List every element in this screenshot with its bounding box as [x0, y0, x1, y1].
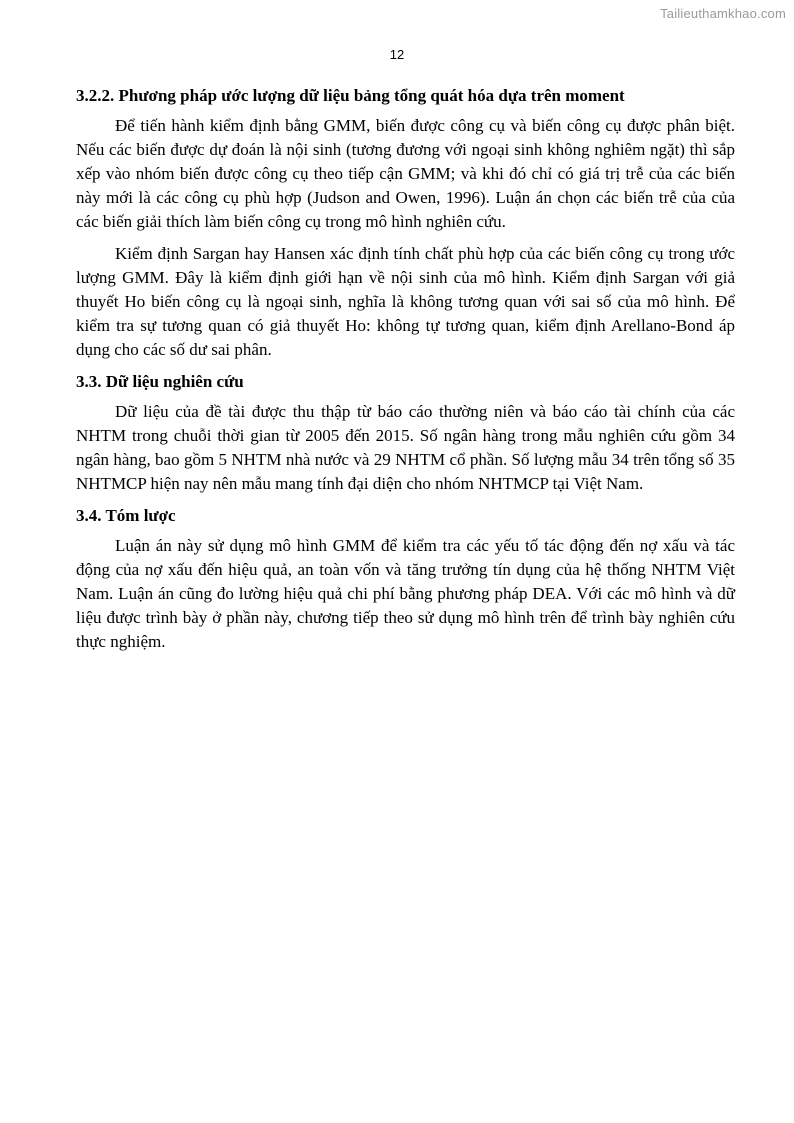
- section-heading-3-3: 3.3. Dữ liệu nghiên cứu: [76, 372, 244, 391]
- paragraph-gmm-instruments: Để tiến hành kiểm định bằng GMM, biến được công cụ và biến công cụ được phân biệt. Nếu các biến được dự đoán là nội sinh (tương đương với ngoại sinh không nghiêm ngặt) thì sắp xếp vào nhóm biến được công cụ theo tiếp cận GMM; và khi đó chỉ có giá trị trễ của các biến này mới là các công cụ phù hợp (Judson and Owen, 1996). Luận án chọn các biến trễ của của các biến giải thích làm biến công cụ trong mô hình nghiên cứu.: [76, 116, 735, 231]
- section-heading-3-2-2: 3.2.2. Phương pháp ước lượng dữ liệu bảng tổng quát hóa dựa trên moment: [76, 86, 625, 105]
- section-heading-3-4: 3.4. Tóm lược: [76, 506, 176, 525]
- watermark: Tailieuthamkhao.com: [660, 6, 786, 21]
- document-body: [76, 84, 735, 662]
- paragraph-summary: Luận án này sử dụng mô hình GMM để kiểm tra các yếu tố tác động đến nợ xấu và tác động của nợ xấu đến hiệu quả, an toàn vốn và tăng trưởng tín dụng của hệ thống NHTM Việt Nam. Luận án cũng đo lường hiệu quả chi phí bằng phương pháp DEA. Với các mô hình và dữ liệu được trình bày ở phần này, chương tiếp theo sử dụng mô hình trên để trình bày nghiên cứu thực nghiệm.: [76, 536, 735, 651]
- paragraph-sargan-hansen: Kiểm định Sargan hay Hansen xác định tính chất phù hợp của các biến công cụ trong ước lượng GMM. Đây là kiểm định giới hạn về nội sinh của mô hình. Kiểm định Sargan với giả thuyết Ho biến công cụ là ngoại sinh, nghĩa là không tương quan với sai số của mô hình. Để kiểm tra sự tương quan có giả thuyết Ho: không tự tương quan, kiểm định Arellano-Bond áp dụng cho các số dư sai phân.: [76, 244, 735, 359]
- paragraph-research-data: Dữ liệu của đề tài được thu thập từ báo cáo thường niên và báo cáo tài chính của các NHTM trong chuỗi thời gian từ 2005 đến 2015. Số ngân hàng trong mẫu nghiên cứu gồm 34 ngân hàng, bao gồm 5 NHTM nhà nước và 29 NHTM cổ phần. Số lượng mẫu 34 trên tổng số 35 NHTMCP hiện nay nên mẫu mang tính đại diện cho nhóm NHTMCP tại Việt Nam.: [76, 402, 735, 493]
- page-number: 12: [389, 47, 405, 62]
